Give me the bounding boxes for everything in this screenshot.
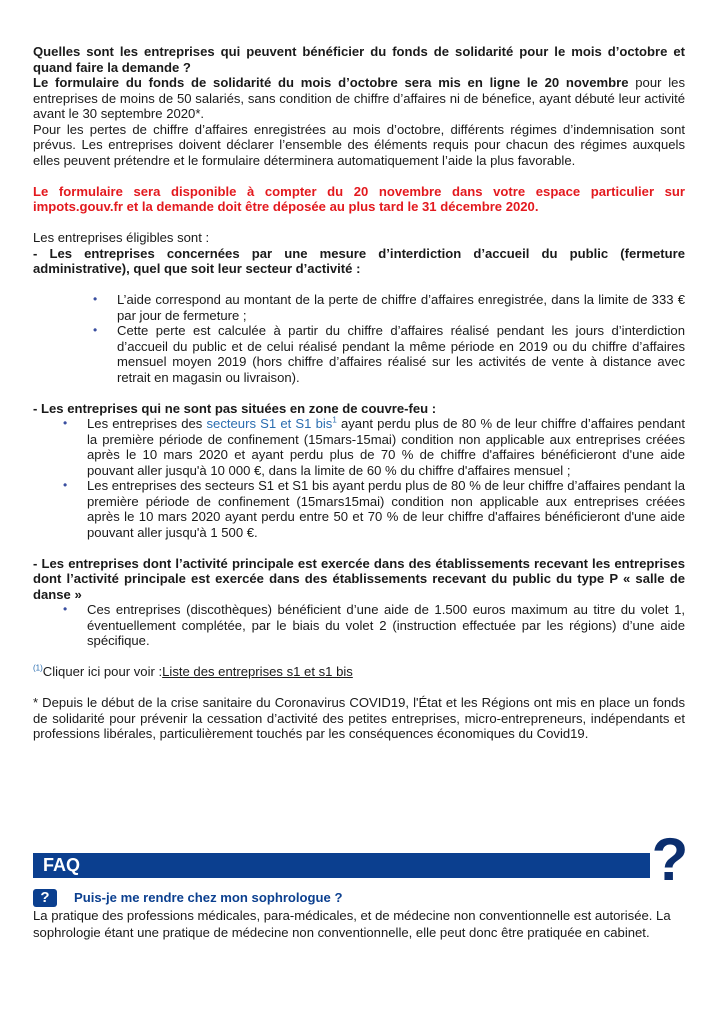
- group1-list: [93, 292, 685, 385]
- group3-title: - Les entreprises dont l’activité principale est exercée dans des établissements recevant les entreprises dont l’activité principale est exercée dans des établissements recevant du public du type P « salle de danse »: [33, 555, 685, 602]
- faq-header-bar: [33, 853, 669, 878]
- faq-title: FAQ: [43, 855, 81, 875]
- bullet-icon: •: [63, 602, 68, 616]
- question-box-icon: ?: [33, 889, 57, 907]
- list-item: [63, 415, 685, 478]
- asterisk-note: * Depuis le début de la crise sanitaire du Coronavirus COVID19, l'État et les Régions ont mis en place un fonds de solidarité pour prévenir la cessation d’activité des petites entreprises, micro-entrepreneurs, indépendants et professions libérales, particulièrement touchés par les conséquences économiques du Covid19.: [33, 695, 685, 741]
- document-body: [33, 44, 685, 742]
- list-item: [63, 602, 685, 649]
- group2-title: - Les entreprises qui ne sont pas situées en zone de couvre-feu :: [33, 400, 437, 416]
- bullet-icon: •: [93, 323, 98, 337]
- list-item: [63, 478, 685, 540]
- group3-list: [63, 602, 685, 649]
- list-item-text: L’aide correspond au montant de la perte de chiffre d’affaires enregistrée, dans la limite de 333 € par jour de fermeture ;: [117, 292, 685, 323]
- paragraph-formulaire-rest: pour les entreprises de moins de 50 salariés, sans condition de chiffre d’affaires ni de bénefice, ayant débuté leur activité avant le 30 septembre 2020*.: [33, 75, 685, 121]
- list-item-text: Cette perte est calculée à partir du chiffre d’affaires réalisé pendant les jours d’interdiction d’accueil du public et de celui réalisé pendant la même période en 2019 ou du chiffre d’affaires mensuel moyen 2019 (hors chiffre d’affaires réalisé sur les activités de vente à distance avec retrait en magasin ou livraison).: [117, 323, 685, 385]
- bullet-icon: •: [63, 416, 68, 430]
- question-mark-icon: ?: [651, 826, 689, 893]
- red-notice: Le formulaire sera disponible à compter du 20 novembre dans votre espace particulier sur impots.gouv.fr et la demande doit être déposée au plus tard le 31 décembre 2020.: [33, 183, 685, 214]
- list-item-text: Les entreprises des: [87, 416, 207, 431]
- liste-entreprises-link[interactable]: Liste des entreprises s1 et s1 bis: [162, 664, 353, 679]
- list-item: [93, 323, 685, 385]
- list-item-text: Les entreprises des secteurs S1 et S1 bis ayant perdu plus de 80 % de leur chiffre d’affaires pendant la première période de confinement (15mars15mai) condition non applicable aux entreprises créées après le 10 mars 2020 ayant perdu entre 50 et 70 % de leur chiffre d'affaires bénéficieront d'une aide pouvant aller jusqu'à 1 500 €.: [87, 478, 685, 540]
- bullet-icon: •: [93, 292, 98, 306]
- footnote-marker: (1): [33, 663, 43, 673]
- faq-answer: La pratique des professions médicales, para-médicales, et de médecine non conventionnelle est autorisée. La sophrologie étant une pratique de médecine non conventionnelle, elle peut donc être pratiquée en cabinet.: [33, 908, 671, 940]
- paragraph-formulaire-bold: Le formulaire du fonds de solidarité du mois d’octobre sera mis en ligne le 20 novembre: [33, 75, 629, 90]
- list-item-text: Ces entreprises (discothèques) bénéficient d’une aide de 1.500 euros maximum au titre du volet 1, éventuellement complétée, par le biais du volet 2 (instruction effectuée par les régions) d’une aide spécifique.: [87, 602, 685, 648]
- group1-title: - Les entreprises concernées par une mesure d’interdiction d’accueil du public (fermeture administrative), quel que soit leur secteur d’activité :: [33, 245, 685, 276]
- footnote-ref: 1: [332, 415, 337, 425]
- section-heading: Quelles sont les entreprises qui peuvent bénéficier du fonds de solidarité pour le mois d’octobre et quand faire la demande ?: [33, 44, 685, 75]
- secteurs-link[interactable]: secteurs S1 et S1 bis: [206, 416, 333, 431]
- paragraph-formulaire: [33, 75, 685, 122]
- list-item-text: ayant perdu plus de 80 % de leur chiffre d’affaires pendant la première période de confinement (15mars-15mai) condition non applicable aux entreprises créées après le 10 mars 2020 et ayant perdu plus de 70 % de chiffre d'affaires bénéficieront d'une aide pouvant aller jusqu'à 10 000 €, dans la limite de 60 % du chiffre d'affaires mensuel ;: [87, 416, 685, 478]
- footnote: [33, 664, 685, 680]
- faq-question: Puis-je me rendre chez mon sophrologue ?: [74, 890, 343, 905]
- bullet-icon: •: [63, 478, 68, 492]
- group2-list: [63, 415, 685, 540]
- eligible-intro: Les entreprises éligibles sont :: [33, 230, 210, 245]
- footnote-text: Cliquer ici pour voir :: [42, 664, 163, 679]
- list-item: [93, 292, 685, 323]
- paragraph-regimes: Pour les pertes de chiffre d’affaires enregistrées au mois d’octobre, différents régimes d’indemnisation sont prévus. Les entreprises doivent déclarer l’ensemble des éléments requis pour chacun des régimes auxquels elles peuvent prétendre et le formulaire déterminera automatiquement l’aide la plus favorable.: [33, 121, 685, 168]
